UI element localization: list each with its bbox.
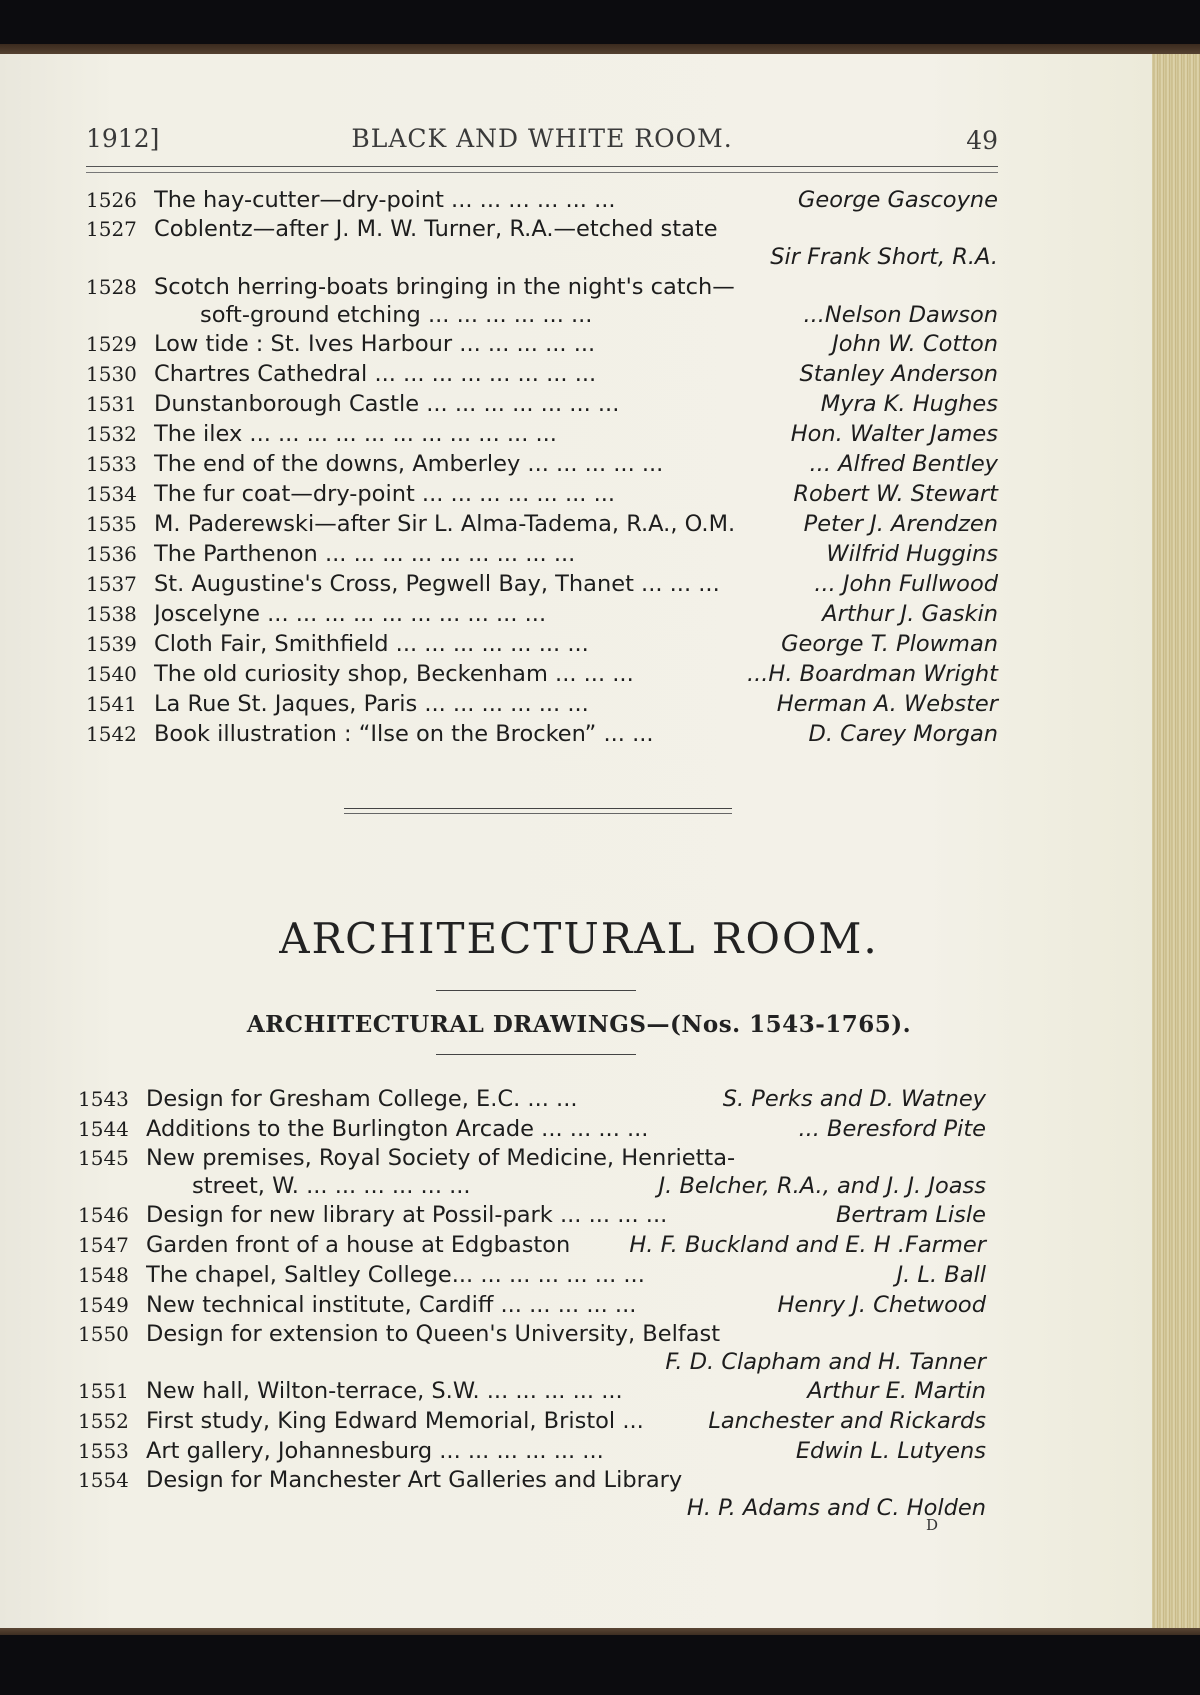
entry-title: Scotch herring-boats bringing in the night's catch—: [154, 274, 735, 300]
entry-artist: George Gascoyne: [797, 187, 998, 213]
list-item: [78, 1436, 986, 1466]
entry-title: Joscelyne ... ... ... ... ... ... ... ... ... ...: [154, 601, 547, 627]
list-item: [78, 1320, 986, 1376]
entry-artist: Peter J. Arendzen: [803, 511, 998, 537]
list-item: [78, 1200, 986, 1230]
entry-title: New premises, Royal Society of Medicine, Henrietta-: [146, 1145, 736, 1171]
entry-number: 1541: [86, 692, 137, 716]
list-item: [86, 539, 998, 569]
list-item: [78, 1260, 986, 1290]
list-item: [86, 629, 998, 659]
entry-number: 1535: [86, 512, 137, 536]
list-item: [86, 479, 998, 509]
entry-number: 1533: [86, 452, 137, 476]
entry-title: Cloth Fair, Smithfield ... ... ... ... ... ... ...: [154, 631, 589, 657]
entry-number: 1526: [86, 188, 137, 212]
entry-number: 1546: [78, 1203, 129, 1227]
entry-artist: Stanley Anderson: [799, 361, 998, 387]
list-item: [86, 273, 998, 329]
entry-title: Dunstanborough Castle ... ... ... ... ... ... ...: [154, 391, 620, 417]
entry-title: Chartres Cathedral ... ... ... ... ... ... ... ...: [154, 361, 597, 387]
entry-title: The old curiosity shop, Beckenham ... ... ...: [154, 661, 634, 687]
entry-number: 1553: [78, 1439, 129, 1463]
entry-artist: ...H. Boardman Wright: [746, 661, 998, 687]
entry-number: 1540: [86, 662, 137, 686]
list-item: [86, 419, 998, 449]
entry-title: Additions to the Burlington Arcade ... ... ... ...: [146, 1116, 649, 1142]
entry-title: St. Augustine's Cross, Pegwell Bay, Thanet ... ... ...: [154, 571, 720, 597]
entry-title: First study, King Edward Memorial, Bristol ...: [146, 1408, 644, 1434]
entry-title: La Rue St. Jaques, Paris ... ... ... ... ... ...: [154, 691, 589, 717]
entry-title: M. Paderewski—after Sir L. Alma-Tadema, R.A., O.M.: [154, 511, 736, 537]
entry-artist: ... Alfred Bentley: [809, 451, 998, 477]
list-item: [78, 1230, 986, 1260]
entry-artist: Myra K. Hughes: [820, 391, 998, 417]
top-background: [0, 0, 1200, 50]
list-item: [78, 1406, 986, 1436]
entry-number: 1538: [86, 602, 137, 626]
entry-artist: Herman A. Webster: [776, 691, 998, 717]
entry-artist: ... Beresford Pite: [798, 1116, 986, 1142]
entry-title-continued: street, W. ... ... ... ... ... ...: [192, 1173, 471, 1199]
bottom-background: [0, 1635, 1200, 1695]
entry-number: 1548: [78, 1263, 129, 1287]
entry-artist: D. Carey Morgan: [808, 721, 998, 747]
entry-artist: Bertram Lisle: [835, 1202, 986, 1228]
entry-artist: Henry J. Chetwood: [777, 1292, 986, 1318]
list-item: [78, 1466, 986, 1522]
entry-artist: Robert W. Stewart: [793, 481, 998, 507]
black-white-list: [86, 185, 998, 749]
entry-number: 1542: [86, 722, 137, 746]
list-item: [78, 1144, 986, 1200]
list-item: [86, 329, 998, 359]
entry-number: 1545: [78, 1146, 129, 1170]
entry-artist: Arthur E. Martin: [807, 1378, 986, 1404]
section-divider: [344, 808, 732, 814]
entry-title: The fur coat—dry-point ... ... ... ... ... ... ...: [154, 481, 616, 507]
entry-title: The Parthenon ... ... ... ... ... ... ... ... ...: [154, 541, 576, 567]
entry-artist: ...Nelson Dawson: [803, 302, 998, 328]
entry-title: Book illustration : “Ilse on the Brocken” ... ...: [154, 721, 654, 747]
entry-title: Design for extension to Queen's University, Belfast: [146, 1321, 721, 1347]
section-subheading: ARCHITECTURAL DRAWINGS—(Nos. 1543-1765).: [246, 1011, 912, 1038]
entry-title: Low tide : St. Ives Harbour ... ... ... ... ...: [154, 331, 596, 357]
entry-number: 1549: [78, 1293, 129, 1317]
list-item: [86, 449, 998, 479]
entry-number: 1544: [78, 1117, 129, 1141]
list-item: [86, 569, 998, 599]
list-item: [78, 1084, 986, 1114]
entry-artist: Lanchester and Rickards: [708, 1408, 986, 1434]
list-item: [78, 1114, 986, 1144]
entry-title: Design for Gresham College, E.C. ... ...: [146, 1086, 578, 1112]
entry-number: 1528: [86, 275, 137, 299]
entry-title: The hay-cutter—dry-point ... ... ... ... ... ...: [154, 187, 616, 213]
running-header: [86, 124, 998, 158]
list-item: [78, 1290, 986, 1320]
entry-artist: Arthur J. Gaskin: [822, 601, 998, 627]
list-item: [78, 1376, 986, 1406]
entry-artist: J. L. Ball: [896, 1262, 986, 1288]
entry-number: 1550: [78, 1322, 129, 1346]
header-title: BLACK AND WHITE ROOM.: [351, 124, 733, 153]
entry-artist: John W. Cotton: [832, 331, 998, 357]
entry-artist: Edwin L. Lutyens: [795, 1438, 986, 1464]
entry-number: 1537: [86, 572, 137, 596]
entry-title-continued: soft-ground etching ... ... ... ... ... ...: [200, 302, 593, 328]
subheading-rule: [436, 1054, 636, 1055]
list-item: [86, 185, 998, 215]
entry-number: 1527: [86, 217, 137, 241]
header-year: 1912]: [86, 124, 160, 153]
signature-mark: D: [926, 1516, 939, 1534]
entry-title: The end of the downs, Amberley ... ... ... ... ...: [154, 451, 664, 477]
header-rule: [86, 166, 998, 173]
list-item: [86, 719, 998, 749]
entry-title: Design for new library at Possil-park ... ... ... ...: [146, 1202, 668, 1228]
list-item: [86, 509, 998, 539]
entry-title: New technical institute, Cardiff ... ... ... ... ...: [146, 1292, 637, 1318]
entry-number: 1534: [86, 482, 137, 506]
entry-number: 1532: [86, 422, 137, 446]
list-item: [86, 359, 998, 389]
entry-number: 1543: [78, 1087, 129, 1111]
list-item: [86, 689, 998, 719]
entry-title: Art gallery, Johannesburg ... ... ... ... ... ...: [146, 1438, 604, 1464]
entry-artist: F. D. Clapham and H. Tanner: [665, 1349, 986, 1375]
entry-artist: Hon. Walter James: [790, 421, 998, 447]
entry-title: Design for Manchester Art Galleries and Library: [146, 1467, 683, 1493]
entry-title: New hall, Wilton-terrace, S.W. ... ... ... ... ...: [146, 1378, 623, 1404]
entry-artist: Wilfrid Huggins: [826, 541, 998, 567]
entry-artist: Sir Frank Short, R.A.: [770, 244, 998, 270]
entry-number: 1554: [78, 1468, 129, 1492]
entry-number: 1530: [86, 362, 137, 386]
architectural-list: [78, 1084, 986, 1522]
list-item: [86, 389, 998, 419]
list-item: [86, 599, 998, 629]
list-item: [86, 659, 998, 689]
entry-number: 1552: [78, 1409, 129, 1433]
entry-number: 1531: [86, 392, 137, 416]
entry-number: 1547: [78, 1233, 129, 1257]
page-stack-edges: [1152, 54, 1200, 1630]
entry-number: 1551: [78, 1379, 129, 1403]
entry-number: 1536: [86, 542, 137, 566]
entry-artist: H. P. Adams and C. Holden: [686, 1495, 986, 1521]
entry-title: The chapel, Saltley College... ... ... ... ... ... ...: [146, 1262, 645, 1288]
entry-artist: S. Perks and D. Watney: [722, 1086, 986, 1112]
page-number: 49: [966, 126, 998, 155]
entry-title: Garden front of a house at Edgbaston: [146, 1232, 571, 1258]
title-rule: [436, 990, 636, 991]
list-item: [86, 215, 998, 271]
entry-artist: George T. Plowman: [781, 631, 998, 657]
entry-number: 1529: [86, 332, 137, 356]
entry-artist: ... John Fullwood: [814, 571, 998, 597]
section-title: ARCHITECTURAL ROOM.: [279, 914, 879, 963]
entry-artist: J. Belcher, R.A., and J. J. Joass: [658, 1173, 986, 1199]
entry-title: Coblentz—after J. M. W. Turner, R.A.—etched state: [154, 216, 718, 242]
entry-title: The ilex ... ... ... ... ... ... ... ... ... ... ...: [154, 421, 557, 447]
entry-number: 1539: [86, 632, 137, 656]
entry-artist: H. F. Buckland and E. H .Farmer: [629, 1232, 986, 1258]
